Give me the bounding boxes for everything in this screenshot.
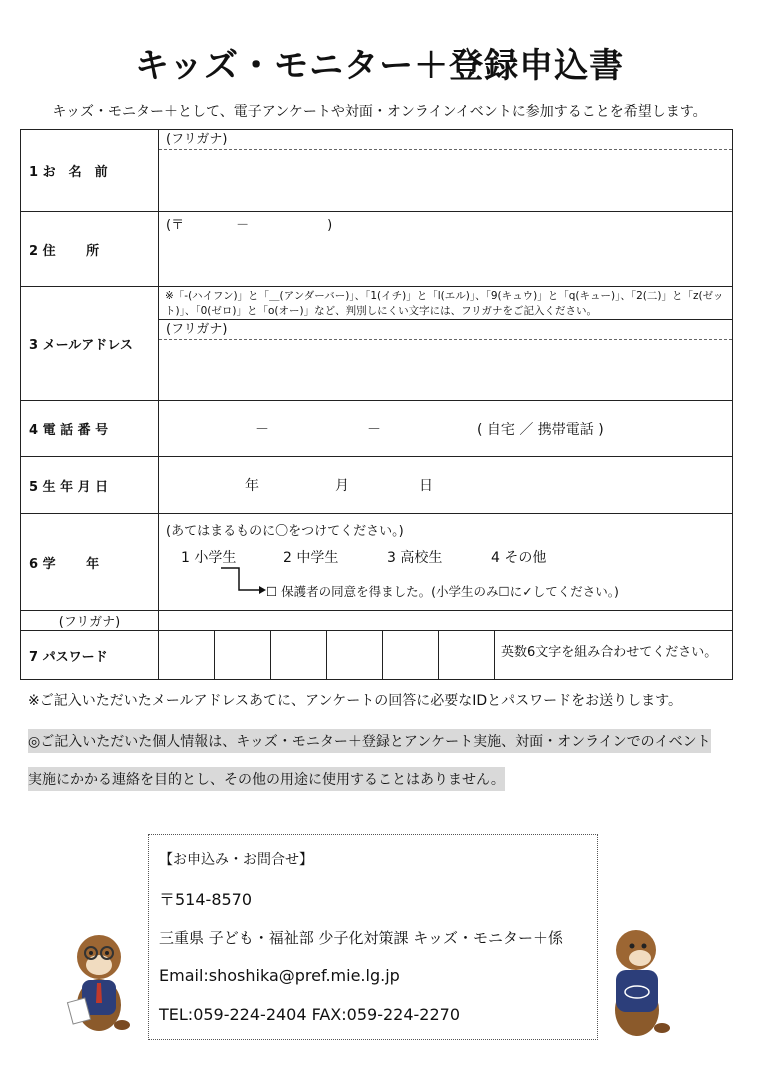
email-note: ※「-(ハイフン)」と「＿(アンダーバー)」、「1(イチ)」と「l(エル)」、「9(キュウ)」と「q(キュー)」、「2(二)」と「z(ゼット)」、「0(ゼロ)」と「o(オー)」など、判別しにくい文字には、フリガナをご記入ください。: [159, 287, 732, 320]
intro-text: キッズ・モニター＋として、電子アンケートや対面・オンラインイベントに参加することを希望します。: [52, 104, 707, 120]
grade-option-2[interactable]: 2 中学生: [283, 550, 339, 566]
email-label: 3 メールアドレス: [21, 287, 159, 401]
grade-option-4[interactable]: 4 その他: [491, 550, 547, 566]
phone-field[interactable]: [159, 401, 733, 457]
parent-consent[interactable]: ☐ 保護者の同意を得ました。(小学生のみ☐に✓してください。): [266, 584, 619, 599]
password-char-2[interactable]: [215, 631, 271, 679]
password-char-1[interactable]: [159, 631, 215, 679]
grade-instruction: (あてはまるものに〇をつけてください。): [166, 524, 404, 539]
birth-month: 月: [335, 478, 349, 494]
birth-day: 日: [419, 478, 433, 494]
page-title: キッズ・モニター＋登録申込書: [134, 46, 625, 86]
grade-option-3[interactable]: 3 高校生: [387, 550, 443, 566]
address-field[interactable]: [159, 212, 733, 287]
grade-label: 6 学 年: [21, 514, 159, 611]
otter-mascot-icon: [64, 925, 134, 1035]
password-label: 7 パスワード: [21, 631, 159, 680]
birth-year: 年: [245, 478, 259, 494]
arrow-icon: [219, 566, 269, 596]
privacy-notice-1: ◎ご記入いただいた個人情報は、キッズ・モニター＋登録とアンケート実施、対面・オンラインでのイベント: [28, 729, 711, 753]
contact-tel: TEL:059-224-2404 FAX:059-224-2270: [159, 1005, 460, 1024]
birth-label: 5 生 年 月 日: [21, 457, 159, 514]
contact-box: [148, 834, 598, 1040]
name-furigana: (フリガナ): [159, 130, 732, 150]
email-furigana: (フリガナ): [159, 320, 732, 340]
name-field[interactable]: [159, 130, 733, 212]
contact-heading: 【お申込み・お問合せ】: [159, 852, 313, 868]
contact-office: 三重県 子ども・福祉部 少子化対策課 キッズ・モニター＋係: [159, 929, 564, 947]
phone-label: 4 電 話 番 号: [21, 401, 159, 457]
application-form: [20, 129, 733, 680]
password-char-3[interactable]: [271, 631, 327, 679]
phone-type: ( 自宅 ／ 携帯電話 ): [477, 421, 604, 438]
password-char-4[interactable]: [327, 631, 383, 679]
grade-field[interactable]: [159, 514, 733, 611]
birth-field[interactable]: [159, 457, 733, 514]
contact-email[interactable]: Email:shoshika@pref.mie.lg.jp: [159, 966, 400, 985]
name-label: 1 お 名 前: [21, 130, 159, 212]
email-notice: ※ご記入いただいたメールアドレスあてに、アンケートの回答に必要なIDとパスワードをお送りします。: [28, 693, 682, 709]
otter-mascot-hoodie-icon: [602, 920, 672, 1040]
address-label: 2 住 所: [21, 212, 159, 287]
privacy-notice-2: 実施にかかる連絡を目的とし、その他の用途に使用することはありません。: [28, 767, 505, 791]
phone-dash-1: －: [255, 421, 269, 438]
phone-dash-2: －: [367, 421, 381, 438]
postal-code-field: (〒 － ): [166, 218, 333, 233]
password-furigana-field[interactable]: [159, 611, 733, 631]
password-furigana-label: (フリガナ): [21, 611, 159, 631]
password-char-6[interactable]: [439, 631, 495, 679]
password-hint: 英数6文字を組み合わせてください。: [501, 645, 718, 660]
password-char-5[interactable]: [383, 631, 439, 679]
password-field[interactable]: [159, 631, 733, 680]
grade-option-1[interactable]: 1 小学生: [181, 550, 237, 566]
contact-postal: 〒514-8570: [159, 890, 253, 909]
email-field[interactable]: [159, 287, 733, 401]
